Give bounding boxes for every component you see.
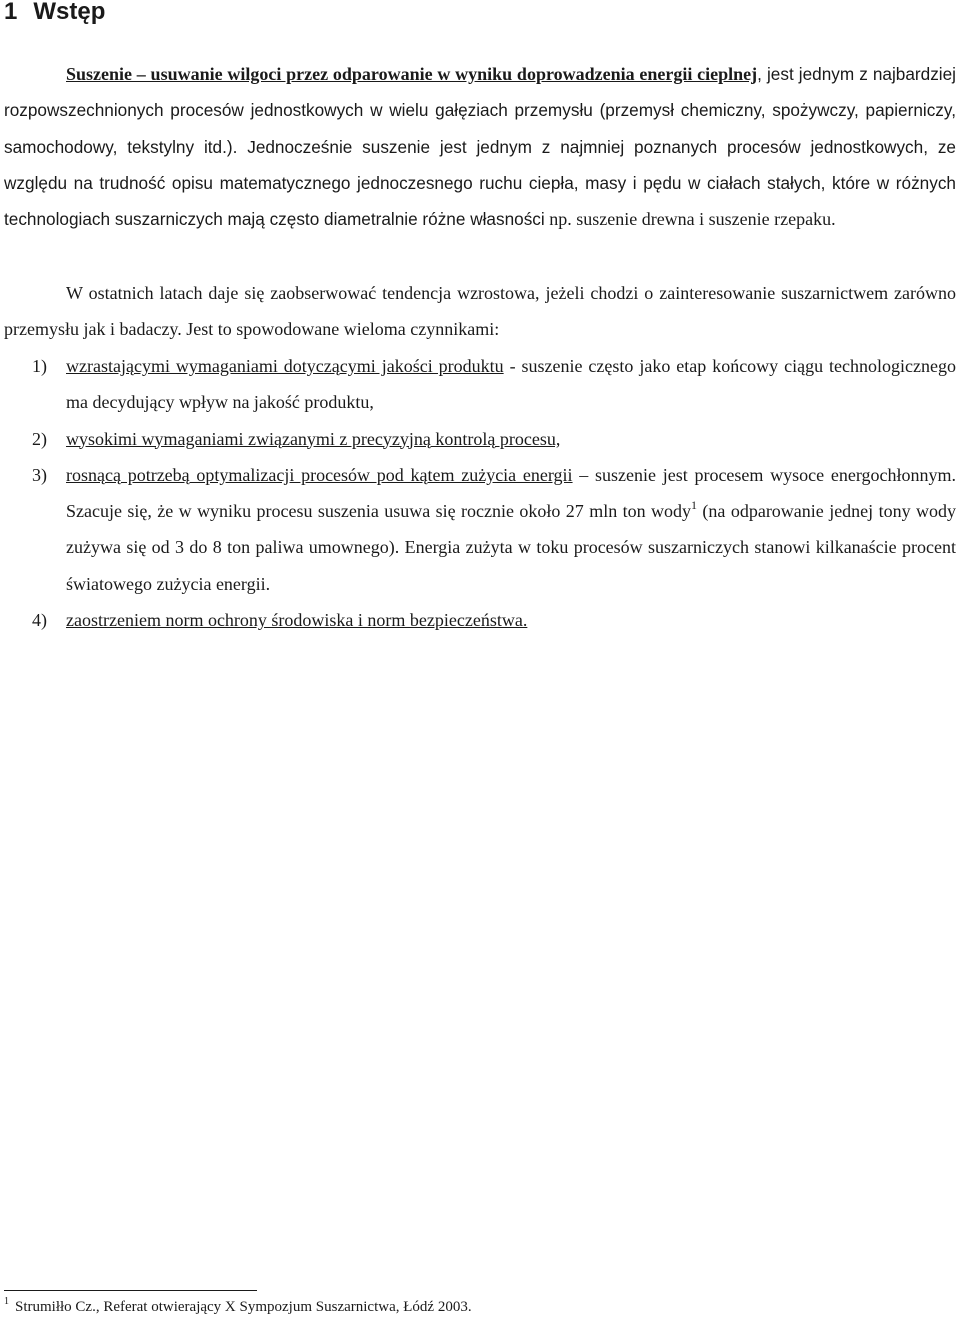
section-heading (4, 0, 105, 28)
list-item (4, 421, 956, 457)
trend-paragraph: W ostatnich latach daje się zaobserwować tendencja wzrostowa, jeżeli chodzi o zainteresowanie suszarnictwem zarówno przemysłu jak i badaczy. Jest to spowodowane wieloma czynnikami: (4, 283, 956, 340)
intro-paragraph-body: , jest jednym z najbardziej rozpowszechnionych procesów jednostkowych w wielu gałęziach przemysłu (przemysł chemiczny, spożywczy, papierniczy, samochodowy, tekstylny itd.). Jednocześnie suszenie jest jednym z najmniej poznanych procesów jednostkowych, ze względu na trudność opisu matematycznego jednoczesnego ruchu ciepła, masy i pędu w ciałach stałych, które w różnych technologiach suszarniczych mają często diametralnie różne własności (4, 64, 957, 230)
factors-list (4, 348, 956, 638)
list-item-text-continued: (na odparowanie jednej tony wody zużywa się od 3 do 8 ton paliwa umownego). Energia zużyta w toku procesów suszarniczych stanowi kilkanaście procent światowego zużycia energii. (66, 501, 956, 594)
list-marker: 4) (32, 610, 47, 631)
list-item-underlined: wysokimi wymaganiami związanymi z precyzyjną kontrolą procesu, (66, 428, 561, 449)
list-item-underlined: rosnącą potrzebą optymalizacji procesów pod kątem zużycia energii (66, 464, 573, 485)
list-item (4, 457, 956, 602)
list-item-underlined: zaostrzeniem norm ochrony środowiska i norm bezpieczeństwa. (66, 610, 528, 631)
list-item (4, 348, 956, 421)
list-marker: 1) (32, 356, 47, 376)
footnote-reference[interactable]: 1 (691, 498, 698, 513)
footnote-number: 1 (4, 1296, 9, 1307)
drying-definition: Suszenie – usuwanie wilgoci przez odparowanie w wyniku doprowadzenia energii cieplnej (66, 64, 758, 84)
list-item-text: – suszenie jest procesem wysoce energochłonnym. Szacuje się, że w wyniku procesu suszenia usuwa się rocznie około 27 mln ton wody (66, 464, 956, 522)
list-item-text: - suszenie często jako etap końcowy ciągu technologicznego ma decydujący wpływ na jakość produktu, (66, 356, 956, 413)
list-item-underlined: wzrastającymi wymaganiami dotyczącymi jakości produktu (66, 356, 504, 376)
footnote-divider (4, 1290, 257, 1291)
footnote-text: Strumiłło Cz., Referat otwierający X Sympozjum Suszarnictwa, Łódź 2003. (15, 1299, 472, 1315)
footnote (4, 1296, 472, 1318)
list-marker: 3) (32, 464, 47, 485)
section-number: 1 (4, 0, 18, 25)
intro-paragraph (4, 56, 956, 237)
intro-paragraph-tail: np. suszenie drewna i suszenie rzepaku. (544, 209, 836, 230)
list-item (4, 602, 956, 638)
list-marker: 2) (32, 428, 47, 449)
section-title: Wstęp (33, 0, 106, 25)
